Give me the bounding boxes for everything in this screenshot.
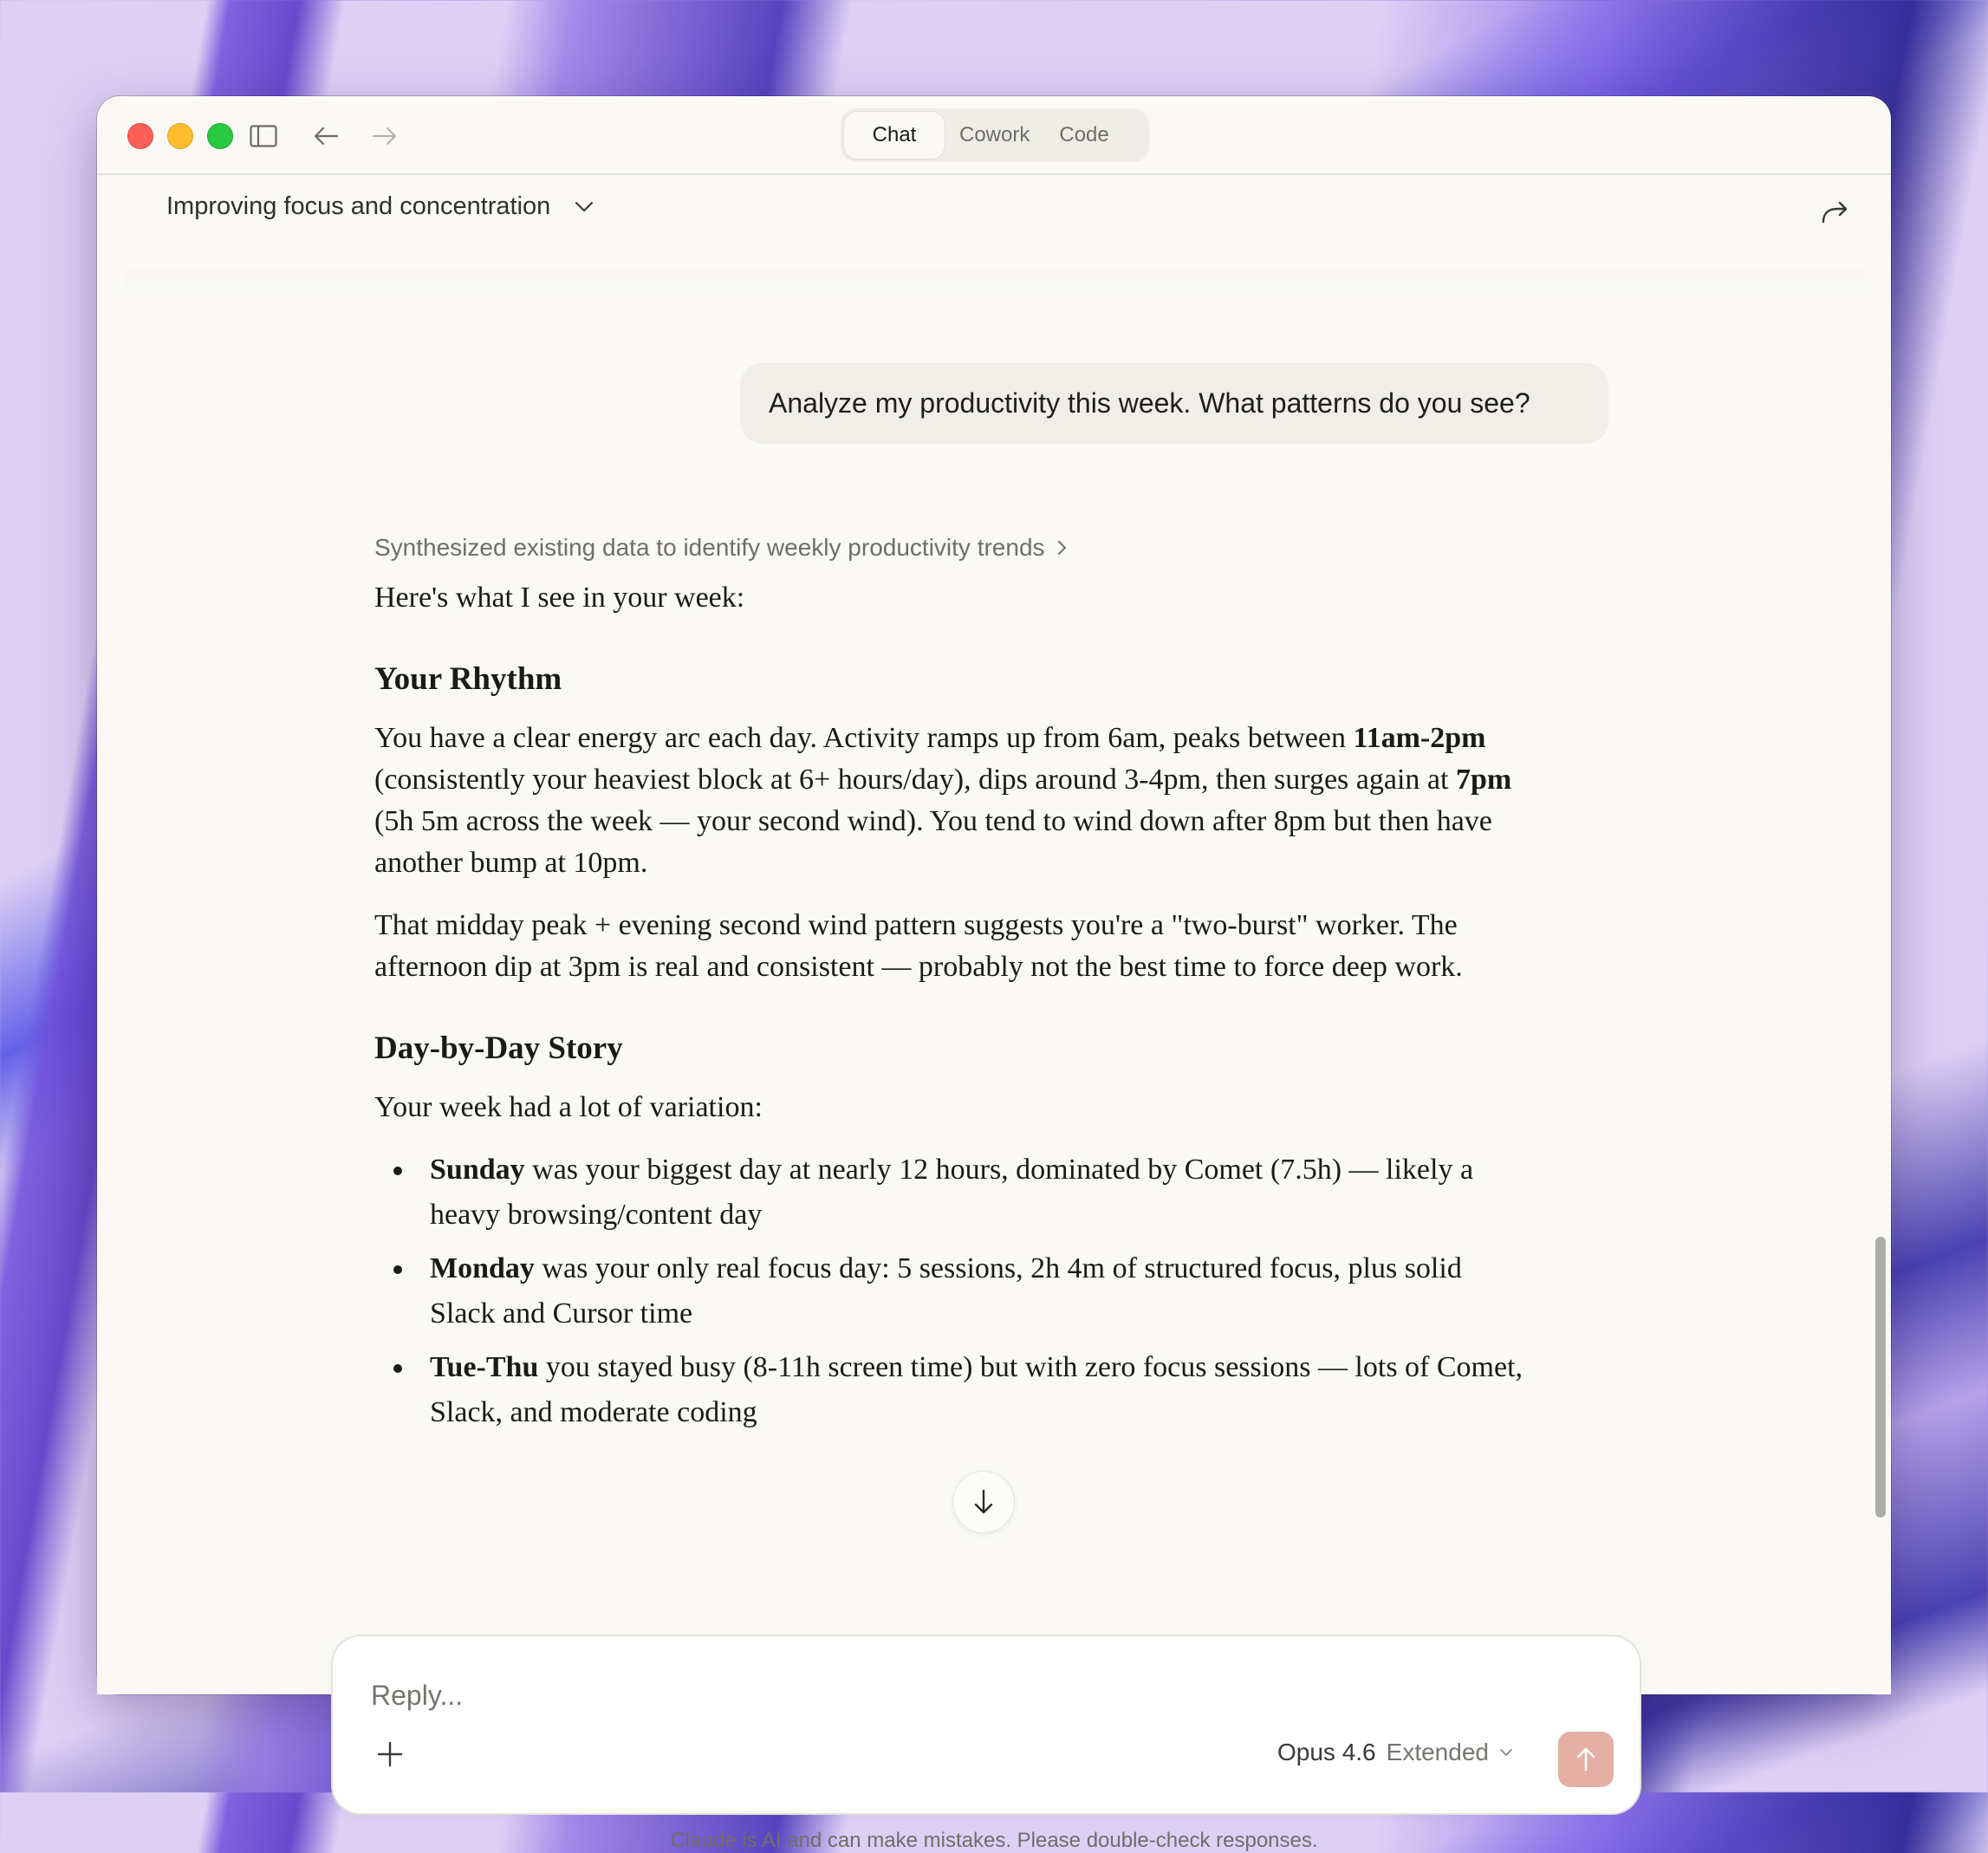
back-button[interactable] xyxy=(310,120,341,152)
list-item-day: Tue-Thu xyxy=(430,1351,539,1383)
arrow-left-icon xyxy=(313,126,339,146)
reply-input[interactable] xyxy=(369,1673,1413,1718)
text-span: (consistently your heaviest block at 6+ hours/day), dips around 3-4pm, then surges again at xyxy=(374,764,1456,796)
thinking-summary-text: Synthesized existing data to identify weekly productivity trends xyxy=(374,534,1045,561)
send-button[interactable] xyxy=(1558,1732,1614,1787)
thinking-summary-toggle[interactable] xyxy=(374,534,1068,562)
composer xyxy=(333,1636,1640,1813)
arrow-right-icon xyxy=(372,126,398,146)
variation-paragraph: Your week had a lot of variation: xyxy=(374,1091,763,1123)
arrow-up-icon xyxy=(1575,1746,1596,1772)
chevron-down-icon xyxy=(1499,1748,1513,1757)
disclaimer: Claude is AI and can make mistakes. Please double-check responses. xyxy=(670,1829,1318,1852)
chevron-down-icon xyxy=(575,201,594,213)
heading-day-by-day: Day-by-Day Story xyxy=(374,1031,623,1066)
arrow-down-icon xyxy=(972,1489,995,1515)
share-icon xyxy=(1816,194,1851,229)
tab-cowork[interactable]: Cowork xyxy=(959,123,1030,146)
conversation-title: Improving focus and concentration xyxy=(166,192,551,220)
app-window xyxy=(97,96,1891,1852)
list-item-day: Sunday xyxy=(430,1154,525,1186)
add-attachment-button[interactable] xyxy=(374,1739,406,1770)
list-item xyxy=(430,1148,1527,1238)
scrollbar-thumb[interactable] xyxy=(1875,1237,1886,1518)
user-message: Analyze my productivity this week. What patterns do you see? xyxy=(740,363,1608,444)
bold-surge-time: 7pm xyxy=(1455,764,1512,796)
assistant-response xyxy=(374,577,1527,1444)
mode-tabs xyxy=(841,108,1149,162)
tab-chat[interactable]: Chat xyxy=(844,112,945,159)
list-item xyxy=(430,1345,1527,1435)
chat-scroll-area[interactable] xyxy=(97,270,1891,1852)
titlebar xyxy=(97,96,1891,175)
list-item-text: you stayed busy (8-11h screen time) but with zero focus sessions — lots of Comet, Slack, and moderate coding xyxy=(430,1351,1523,1428)
list-item-day: Monday xyxy=(430,1252,535,1284)
list-item-text: was your biggest day at nearly 12 hours, dominated by Comet (7.5h) — likely a heavy browsing/content day xyxy=(430,1154,1474,1231)
chevron-right-icon xyxy=(1057,540,1068,556)
model-selector[interactable] xyxy=(1277,1739,1513,1766)
text-span: (5h 5m across the week — your second wind). You tend to wind down after 8pm but then have another bump at 10pm. xyxy=(374,805,1492,879)
two-burst-paragraph: That midday peak + evening second wind pattern suggests you're a "two-burst" worker. The afternoon dip at 3pm is real and consistent — probably not the best time to force deep work. xyxy=(374,909,1463,983)
text-span: You have a clear energy arc each day. Activity ramps up from 6am, peaks between xyxy=(374,722,1354,754)
maximize-window-button[interactable] xyxy=(207,123,233,149)
model-mode: Extended xyxy=(1386,1739,1489,1765)
plus-icon xyxy=(374,1739,406,1770)
day-list xyxy=(374,1148,1527,1435)
list-item-text: was your only real focus day: 5 sessions, 2h 4m of structured focus, plus solid Slack and Cursor time xyxy=(430,1252,1462,1330)
close-window-button[interactable] xyxy=(127,123,153,149)
heading-your-rhythm: Your Rhythm xyxy=(374,661,562,697)
bold-peak-time: 11am-2pm xyxy=(1353,722,1486,754)
rhythm-paragraph xyxy=(374,718,1527,884)
conversation-title-dropdown[interactable] xyxy=(166,192,594,221)
sidebar-icon xyxy=(250,125,277,147)
model-name: Opus 4.6 xyxy=(1277,1739,1376,1765)
minimize-window-button[interactable] xyxy=(167,123,193,149)
list-item xyxy=(430,1246,1527,1336)
scroll-to-bottom-button[interactable] xyxy=(953,1472,1014,1532)
share-button[interactable] xyxy=(1816,194,1851,229)
response-intro: Here's what I see in your week: xyxy=(374,582,745,614)
sidebar-toggle-button[interactable] xyxy=(248,120,279,152)
forward-button[interactable] xyxy=(369,120,400,152)
tab-code[interactable]: Code xyxy=(1059,123,1109,146)
conversation-header xyxy=(97,175,1891,270)
